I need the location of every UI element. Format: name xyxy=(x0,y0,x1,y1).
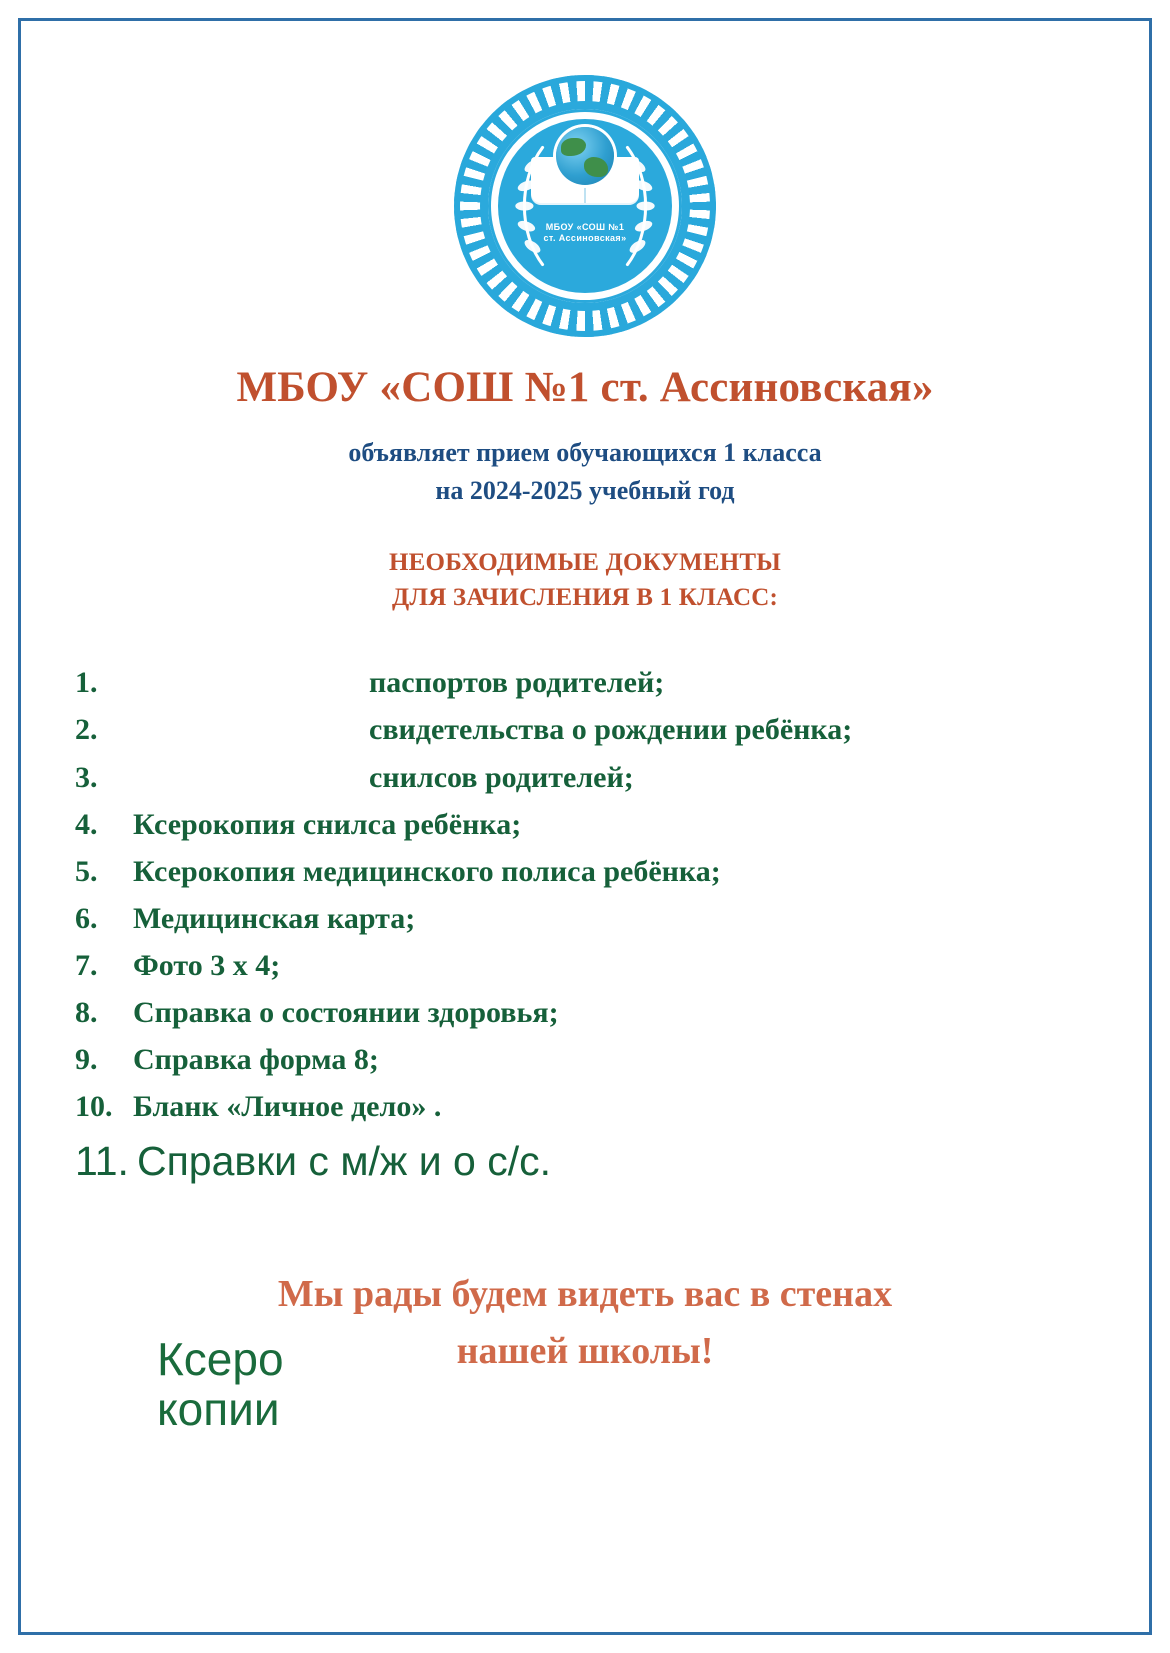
list-item xyxy=(75,848,1109,895)
emblem-text-line1: МБОУ «СОШ №1 xyxy=(545,221,625,232)
list-item-label: Справки с м/ж и о с/с. xyxy=(137,1138,551,1185)
list-item-label: Ксерокопия снилса ребёнка; xyxy=(133,807,522,841)
documents-heading-line-1: НЕОБХОДИМЫЕ ДОКУМЕНТЫ xyxy=(389,549,781,577)
list-item xyxy=(75,942,1109,989)
closing-line-1: Мы рады будем видеть вас в стенах xyxy=(277,1272,893,1315)
list-item-label: Бланк «Личное дело» . xyxy=(133,1090,442,1124)
list-item-label: Ксерокопия медицинского полиса ребёнка; xyxy=(133,854,721,888)
list-item xyxy=(75,1036,1109,1083)
list-item xyxy=(75,754,1109,801)
school-emblem-icon xyxy=(454,75,716,337)
list-item-number: 3. xyxy=(75,760,98,794)
emblem-text-line2: ст. Ассиновская» xyxy=(543,232,627,243)
list-item xyxy=(75,1136,1109,1187)
list-item-label: свидетельства о рождении ребёнка; xyxy=(369,713,853,747)
poster-frame xyxy=(18,18,1152,1635)
list-item xyxy=(75,801,1109,848)
list-item-label: снилсов родителей; xyxy=(369,760,634,794)
list-item-number: 10. xyxy=(75,1090,113,1124)
page-title: МБОУ «СОШ №1 ст. Ассиновская» xyxy=(236,364,934,411)
closing-line-2: нашей школы! xyxy=(456,1329,714,1372)
list-item-number: 5. xyxy=(75,854,98,888)
annotation-line-2: копии xyxy=(157,1383,280,1436)
list-item-label: Медицинская карта; xyxy=(133,901,416,935)
list-item-number: 8. xyxy=(75,996,98,1030)
list-item xyxy=(75,895,1109,942)
documents-list xyxy=(61,659,1109,1187)
subtitle-line-1: объявляет прием обучающихся 1 класса xyxy=(348,438,822,467)
list-item-number: 4. xyxy=(75,807,98,841)
subtitle-line-2: на 2024-2025 учебный год xyxy=(435,475,735,505)
documents-heading-line-2: ДЛЯ ЗАЧИСЛЕНИЯ В 1 КЛАСС: xyxy=(392,584,778,612)
list-item xyxy=(75,706,1109,753)
emblem-container xyxy=(61,75,1109,337)
list-item xyxy=(75,1083,1109,1130)
list-item-label: паспортов родителей; xyxy=(369,666,665,700)
list-item xyxy=(75,659,1109,706)
list-item-number: 6. xyxy=(75,901,98,935)
globe-icon xyxy=(556,127,614,185)
list-item-number: 1. xyxy=(75,666,98,700)
documents-heading xyxy=(61,545,1109,615)
list-item xyxy=(75,989,1109,1036)
list-item-label: Фото 3 х 4; xyxy=(133,948,281,982)
list-item-number: 11. xyxy=(75,1138,129,1185)
handwritten-annotation xyxy=(157,1335,387,1434)
list-item-label: Справка о состоянии здоровья; xyxy=(133,996,559,1030)
annotation-line-1: Ксеро xyxy=(157,1333,284,1386)
list-item-label: Справка форма 8; xyxy=(133,1043,379,1077)
list-item-number: 7. xyxy=(75,948,98,982)
announcement-subtitle xyxy=(61,434,1109,509)
list-item-number: 2. xyxy=(75,713,98,747)
emblem-text xyxy=(454,222,716,245)
list-item-number: 9. xyxy=(75,1043,98,1077)
